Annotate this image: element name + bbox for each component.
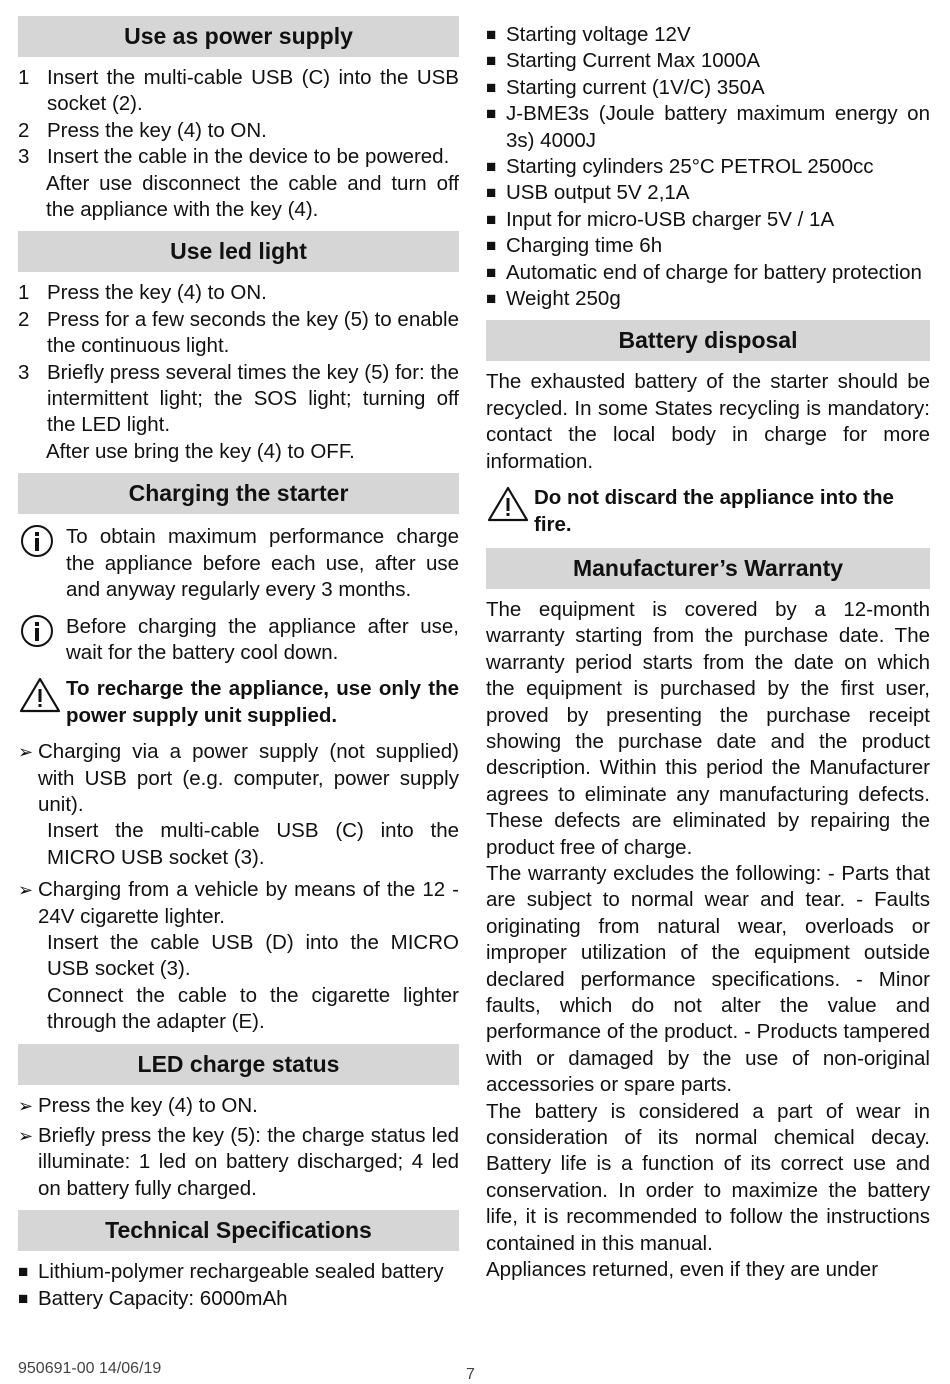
warning-icon — [18, 676, 66, 729]
document-code: 950691-00 14/06/19 — [18, 1360, 162, 1377]
list-item: 2 Press the key (4) to ON. — [18, 118, 267, 142]
after-use-note: After use bring the key (4) to OFF. — [46, 439, 355, 463]
list-item: 3 Insert the cable in the device to be powered. — [18, 145, 450, 169]
warranty-paragraph: The equipment is covered by a 12-month warranty starting from the purchase date. The warranty period starts from the date on which the equipment is purchased by the first user, proved by presenting the purchase receipt showing the purchase date and the product description. Within this period the Manufacturer agrees to eliminate any manufacturing defects. These defects are eliminated by repairing the product free of charge. — [486, 597, 930, 859]
disposal-text: The exhausted battery of the starter should be recycled. In some States recycling is mandatory: contact the local body in charge for more information. — [486, 370, 930, 473]
list-item: ■ Starting cylinders 25°C PETROL 2500cc — [486, 154, 930, 180]
list-item: ■ Starting current (1V/C) 350A — [486, 75, 930, 101]
list-item: 1 Insert the multi-cable USB (C) into the USB socket (2). — [18, 66, 459, 116]
list-item: ■ Charging time 6h — [486, 233, 930, 259]
list-item: ➢ Charging from a vehicle by means of the 12 - 24V cigarette lighter. — [18, 877, 459, 930]
square-bullet-icon: ■ — [486, 236, 497, 256]
square-bullet-icon: ■ — [486, 77, 497, 97]
list-item: ■ Starting voltage 12V — [486, 22, 930, 48]
square-bullet-icon: ■ — [486, 51, 497, 71]
arrow-bullet-icon: ➢ — [18, 742, 34, 763]
list-item: ➢ Press the key (4) to ON. — [18, 1093, 459, 1119]
square-bullet-icon: ■ — [486, 262, 497, 282]
square-bullet-icon: ■ — [486, 289, 497, 309]
section-header-warranty: Manufacturer’s Warranty — [486, 548, 930, 589]
info-note: To obtain maximum performance charge the appliance before each use, after use and anyway regularly every 3 months. — [18, 524, 459, 603]
square-bullet-icon: ■ — [18, 1262, 29, 1282]
section-header-led-status: LED charge status — [18, 1044, 459, 1085]
list-item: ■ Lithium-polymer rechargeable sealed battery — [18, 1259, 459, 1285]
list-item: ■ Battery Capacity: 6000mAh — [18, 1286, 459, 1312]
warning-icon — [486, 485, 534, 538]
arrow-bullet-icon: ➢ — [18, 880, 34, 901]
square-bullet-icon: ■ — [486, 183, 497, 203]
square-bullet-icon: ■ — [18, 1288, 29, 1308]
square-bullet-icon: ■ — [486, 25, 497, 44]
list-item: 3 Briefly press several times the key (5) for: the intermittent light; the SOS light; turning off the LED light. — [18, 360, 459, 437]
list-item: 1 Press the key (4) to ON. — [18, 281, 267, 305]
warranty-paragraph: The warranty excludes the following: - Parts that are subject to normal wear and tear. - Faults originating from natural wear, overloads or improper utilization of the equipment outside declared performance specifications. - Minor faults, which do not alter the value and performance of the product. - Products tampered with or damaged by the use of non-original accessories or spare parts. — [486, 861, 930, 1097]
list-item: ➢ Charging via a power supply (not supplied) with USB port (e.g. computer, power supply unit). — [18, 739, 459, 818]
info-note: Before charging the appliance after use, wait for the battery cool down. — [18, 614, 459, 667]
square-bullet-icon: ■ — [486, 104, 497, 124]
section-header-power-supply: Use as power supply — [18, 16, 459, 57]
section-header-tech-specs: Technical Specifications — [18, 1210, 459, 1251]
warranty-paragraph: The battery is considered a part of wear in consideration of its normal chemical decay. Battery life is a function of its correct use and conservation. In order to maximize the battery life, it is recommended to follow the instructions contained in this manual. — [486, 1099, 930, 1255]
list-item: ■ Automatic end of charge for battery protection — [486, 260, 930, 286]
warning-note: To recharge the appliance, use only the power supply unit supplied. — [18, 676, 459, 729]
section-header-led-light: Use led light — [18, 231, 459, 272]
list-item: 2 Press for a few seconds the key (5) to enable the continuous light. — [18, 307, 459, 358]
arrow-bullet-icon: ➢ — [18, 1095, 34, 1116]
info-icon — [18, 524, 66, 603]
warning-note: Do not discard the appliance into the fire. — [486, 485, 930, 538]
list-item: ➢ Briefly press the key (5): the charge status led illuminate: 1 led on battery discharged; 4 led on battery fully charged. — [18, 1123, 459, 1202]
list-item: ■ USB output 5V 2,1A — [486, 180, 930, 206]
warranty-paragraph: Appliances returned, even if they are under — [486, 1258, 879, 1282]
square-bullet-icon: ■ — [486, 157, 497, 177]
left-column: Use as power supply 1 Insert the multi-cable USB (C) into the USB socket (2). 2 Press the key (4) to ON. 3 Insert the cable in the device to be powered. After use disconnect the cable and turn off the appliance with the key (4). Use led light 1 Press the key (4) to ON. 2 Press for a few seconds the key (5) to enable the continuous light. 3 Briefly press several times the key (5) for: the intermittent light; the SOS light; turning off the LED light. After use bring the key (4) to OFF. Charging the starter To obtain maximum performance charge the appliance before each use, after use and anyway regularly every 3 months. Before charging the appliance after use, wait for the battery cool down. To recharge the appliance, use only the power supply unit supplied. ➢ Charging via a power supply (not supplied) with USB port (e.g. computer, power supply unit). Insert the multi-cable USB (C) into the MICRO USB socket (3). ➢ Charging from a vehicle by means of the 12 - 24V cigarette lighter. Insert the cable USB (D) into the MICRO USB socket (3). Connect the cable to the cigarette lighter through the adapter (E). LED charge status ➢ Press the key (4) to ON. ➢ Briefly press the key (5): the charge status led illuminate: 1 led on battery discharged; 4 led on battery fully charged. Technical Specifications ■ Lithium-polymer rechargeable sealed battery ■ Battery Capacity: 6000mAh — [18, 16, 459, 1312]
arrow-bullet-icon: ➢ — [18, 1126, 34, 1146]
info-icon — [18, 614, 66, 667]
page-number: 7 — [466, 1366, 475, 1383]
list-item: ■ Starting Current Max 1000A — [486, 48, 930, 74]
square-bullet-icon: ■ — [486, 209, 497, 229]
list-item: ■ J-BME3s (Joule battery maximum energy on 3s) 4000J — [486, 101, 930, 154]
after-use-note: After use disconnect the cable and turn off the appliance with the key (4). — [46, 171, 459, 222]
section-header-battery-disposal: Battery disposal — [486, 320, 930, 361]
section-header-charging: Charging the starter — [18, 473, 459, 514]
right-column — [486, 22, 930, 1283]
list-item: ■ Input for micro-USB charger 5V / 1A — [486, 207, 930, 233]
list-item: ■ Weight 250g — [486, 286, 930, 312]
